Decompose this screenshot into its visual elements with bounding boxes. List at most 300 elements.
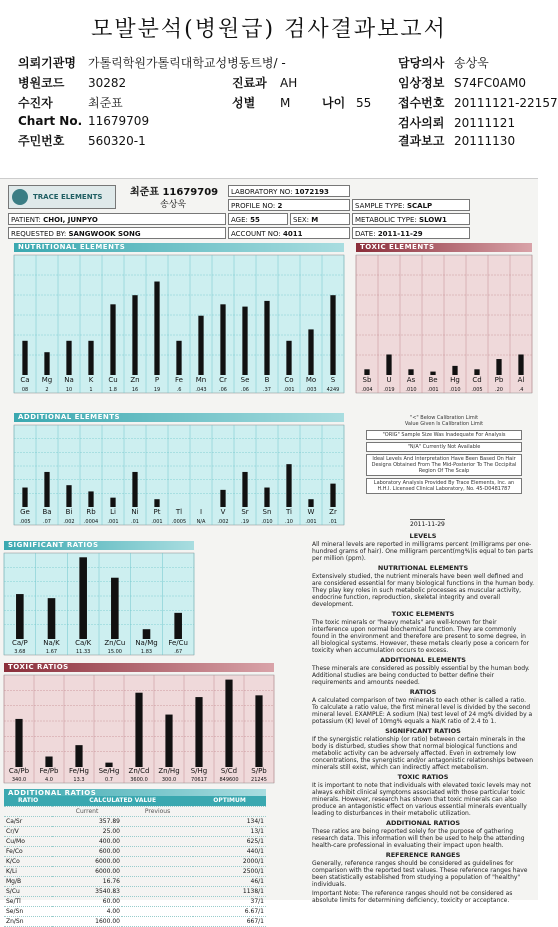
sex-label-en: SEX: [293,216,310,224]
table-cell: 440/1 [193,846,266,856]
chart-category-label: Ca [20,376,30,384]
additional-ratios-title: ADDITIONAL RATIOS [4,789,266,798]
chart-bar-Pt [154,499,159,507]
institution-row [18,54,286,71]
chart-bar-Zr [330,484,335,507]
chart-bar-Be [430,372,435,375]
chart-category-label: Al [517,376,525,384]
chart-value-label: 4249 [326,387,340,393]
chart-category-label: Se/Hg [98,767,120,775]
chart-bar-Al [518,354,523,375]
table-cell: 25.00 [52,826,122,836]
receipt-label: 접수번호 [398,96,445,110]
table-cell [122,826,193,836]
clinical-row [398,74,526,91]
legend-box4: Laboratory Analysis Provided By Trace Elements, Inc. an H.H.I. Licensed Clinical Laboratory, No. 45-D0481787 [366,478,522,494]
age-value-en: 55 [250,216,260,224]
chart-category-label: B [264,376,270,384]
chart-value-label: 15.00 [107,649,122,655]
explanation-text: If the synergistic relationship (or ratio) between certain minerals in the body is disturbed, studies show that normal biological functions and metabolic activity can be adversely affected. Even in extremely low concentrations, the synergistic and/or antagonistic relationships between minerals still exist, which can indirectly affect metabolism. [312,736,534,771]
chart-category-label: Na/Mg [135,639,158,647]
chart-bar-Zn/Cu [111,578,119,639]
chart-value-label: .043 [195,387,207,393]
chart-value-label: 10 [65,387,73,393]
table-row [4,876,266,886]
chart-value-label: 300.0 [161,777,177,783]
table-cell: 667/1 [193,916,266,926]
table-cell [122,916,193,926]
stamp-line2: 송상욱 [160,200,187,210]
table-row [4,916,266,926]
doctor-value: 송상욱 [454,56,489,70]
chart-bar-S/Pb [255,695,262,767]
chart-category-label: Ge [20,508,30,516]
chart-bar-Ca/P [16,594,24,639]
table-cell: 13/1 [193,826,266,836]
chart-category-label: Na [64,376,74,384]
metabolic-label: METABOLIC TYPE: [355,216,417,224]
page-title: 모발분석(병원급) 검사결과보고서 [91,17,447,42]
table-cell: Mg/B [4,876,52,886]
legend-box2: "N/A" Currently Not Available [366,442,522,452]
chart-value-label: .001 [283,387,295,393]
chart-value-label: .4 [518,387,524,393]
chart-value-label: .37 [263,387,271,393]
age-label: 나이 [322,96,346,110]
table-cell: Fe/Co [4,846,52,856]
table-row [4,906,266,916]
chart-value-label: 1.8 [109,387,117,393]
table-cell: 134/1 [193,816,266,826]
hospital-code-label: 병원코드 [18,76,65,90]
profile-label: PROFILE NO: [231,202,276,210]
table-subheader-cell: Current [52,806,122,816]
chart-category-label: Ti [285,508,293,516]
chart-category-label: Sn [262,508,272,516]
chart-value-label: .6 [176,387,182,393]
metabolic-value: SLOW1 [419,216,447,224]
table-row [4,846,266,856]
chart-value-label: 2 [45,387,49,393]
chart-category-label: Zn/Cu [104,639,126,647]
explanation-text: Generally, reference ranges should be considered as guidelines for comparison with the reported test values. These reference ranges have been statistically established from studying a population of "healthy" individuals. [312,860,528,888]
chart-bar-Fe/Cu [174,613,182,639]
table-cell: Zn/Sn [4,916,52,926]
table-cell: 16.76 [52,876,122,886]
lab-no-label: LABORATORY NO: [231,188,293,196]
chart-category-label: Na/K [43,639,60,647]
table-cell: 37/1 [193,896,266,906]
chart-category-label: Fe/Hg [68,767,90,775]
chart-bar-Ba [44,472,49,507]
hospital-code-row [18,74,126,91]
explanation-heading: TOXIC ELEMENTS [391,610,455,618]
table-cell: 400.00 [52,836,122,846]
table-cell [122,856,193,866]
result-value: 20111130 [454,134,516,148]
age-value: 55 [356,96,372,110]
chart-bar-Ni [132,472,137,507]
legend-box1: "ORIG" Sample Size Was Inadequate For Analysis [366,430,522,440]
legend-line2: Value Given Is Calibration Limit [404,421,484,427]
result-row [398,132,515,149]
chart-bar-Rb [88,491,93,507]
dept-value: AH [280,76,298,90]
chart-bar-Co [286,341,291,375]
chart-category-label: U [386,376,392,384]
date-value: 2011-11-29 [377,230,423,238]
sex-row [232,94,290,111]
chart-value-label: 0.7 [105,777,113,783]
toxic-title: TOXIC ELEMENTS [356,243,532,252]
chart-bar-S [330,295,335,375]
receipt-value: 20111121-22157 [454,96,558,110]
explanation-heading: SIGNIFICANT RATIOS [385,727,461,735]
table-subheader-cell: Previous [122,806,193,816]
table-cell: 6.67/1 [193,906,266,916]
chart-category-label: Mo [305,376,317,384]
chart-category-label: W [307,508,315,516]
explanation-heading: REFERENCE RANGES [385,851,461,859]
chart-category-label: Tl [175,508,183,516]
chart-bar-U [386,354,391,375]
table-cell: K/Li [4,866,52,876]
chart-bar-Hg [452,366,457,375]
chart-category-label: Zn/Cd [128,767,150,775]
chart-value-label: N/A [196,519,206,525]
table-cell: Ca/Sr [4,816,52,826]
additional-ratios-table [4,796,266,927]
chart-value-label: .010 [449,387,461,393]
chart-bar-Na [66,341,71,375]
account-label: ACCOUNT NO: [231,230,281,238]
chart-value-label: 13.3 [73,777,85,783]
explanation-text: A calculated comparison of two minerals to each other is called a ratio. To calculate a ratio value, the first mineral level is divided by the second mineral level. EXAMPLE: A sodium (Na) test level of 24 mg% divided by a potassium (K) level of 10mg% equals a Na/K ratio of 2.4 to 1. [312,697,533,725]
additional-title: ADDITIONAL ELEMENTS [14,413,344,422]
explanation-heading: RATIOS [409,688,437,696]
explanation-text: These ratios are being reported solely for the purpose of gathering research data. This information will then be used to help the attending health-care professional in evaluating their impact upon health. [312,828,525,849]
stamp-line1: 최준표 11679709 [130,187,219,198]
dept-row [232,74,297,91]
chart-value-label: .003 [305,387,317,393]
table-cell [122,846,193,856]
nutritional-title: NUTRITIONAL ELEMENTS [14,243,344,252]
chart-category-label: Ni [131,508,139,516]
age-label-en: AGE: [231,216,248,224]
chart-category-label: Ca/Pb [8,767,30,775]
chart-row [18,114,149,128]
chart-category-label: Hg [450,376,460,384]
chart-category-label: Mn [195,376,207,384]
logo-text: TRACE ELEMENTS [33,193,103,201]
chart-bar-Sr [242,472,247,507]
chart-value-label: .005 [471,387,483,393]
table-row [4,816,266,826]
chart-bar-Ge [22,488,27,507]
table-cell: 600.00 [52,846,122,856]
chart-value-label: .19 [241,519,249,525]
rrn-value: 560320-1 [88,134,146,148]
chart-category-label: Mg [41,376,53,384]
chart-value-label: 16 [131,387,139,393]
legend-line1: "<" Below Calibration Limit [409,415,479,421]
lab-no-value: 1072193 [294,188,329,196]
chart-bar-Fe/Hg [75,745,82,767]
chart-value-label: 21245 [251,777,267,783]
chart-category-label: Be [428,376,438,384]
table-header-cell: RATIO [4,796,52,806]
chart-bar-V [220,490,225,507]
explanation-heading: ADDITIONAL RATIOS [385,819,461,827]
chart-bar-Sb [364,369,369,375]
chart-value-label: .002 [63,519,75,525]
table-cell [122,896,193,906]
table-subheader-cell [4,806,52,816]
chart-category-label: Ba [42,508,52,516]
chart-category-label: S [330,376,336,384]
chart-category-label: Sr [241,508,249,516]
explanation-heading: ADDITIONAL ELEMENTS [380,656,466,664]
chart-bar-Li [110,498,115,507]
chart-category-label: I [199,508,203,516]
explanation-heading: NUTRITIONAL ELEMENTS [377,564,469,572]
rrn-label: 주민번호 [18,134,65,148]
request-value: 20111121 [454,116,516,130]
table-cell [122,816,193,826]
chart-bar-Se [242,307,247,375]
patient-row [18,94,123,111]
chart-value-label: .01 [131,519,139,525]
chart-category-label: Fe/Cu [168,639,188,647]
request-label: 검사의뢰 [398,116,445,130]
chart-category-label: S/Pb [251,767,267,775]
receipt-row [398,94,558,111]
chart-bar-B [264,301,269,375]
chart-bar-Ca [22,341,27,375]
chart-category-label: Li [110,508,116,516]
explanation-text: Important Note: The reference ranges should not be considered as absolute limits for determining deficiency, toxicity or acceptance. [312,890,513,904]
clinical-label: 임상정보 [398,76,445,90]
chart-value-label: .20 [495,387,503,393]
chart-value-label: 340.0 [11,777,27,783]
table-cell: 3540.83 [52,886,122,896]
chart-bar-Cd [474,369,479,375]
chart-value-label: 3600.0 [130,777,148,783]
table-header-cell: CALCULATED VALUE [52,796,193,806]
explanation-text: These minerals are considered as possibly essential by the human body. Additional studies are being conducted to better define their requirements and amounts needed. [312,665,530,686]
chart-value-label: .67 [174,649,183,655]
hospital-code-value: 30282 [88,76,127,90]
chart-bar-Na/Mg [143,629,151,639]
table-cell: 60.00 [52,896,122,906]
sex-value-en: M [311,216,319,224]
chart-bar-Sn [264,488,269,507]
chart-category-label: Cu [108,376,118,384]
chart-value-label: .019 [383,387,395,393]
patient-value-en: CHOI, JUNPYO [43,216,98,224]
chart-value-label: 1.67 [45,649,58,655]
chart-bar-Bi [66,485,71,507]
chart-value-label: 70617 [191,777,207,783]
table-row [4,836,266,846]
legend-box3: Ideal Levels And Interpretation Have Been Based On Hair Designs Obtained From The Mid-Posterior To The Occipital Region Of The Scalp [366,454,522,476]
doctor-label: 담당의사 [398,56,445,70]
explanation-text: All mineral levels are reported in milligrams percent (milligrams per one-hundred grams of hair). One milligram percent(mg%)is equal to ten parts per million (ppm). [312,541,533,562]
chart-value-label: .06 [241,387,249,393]
sex-label: 성별 [232,96,256,110]
rrn-row [18,132,146,149]
chart-bar-Zn/Cd [135,693,142,767]
chart-value-label: .001 [427,387,439,393]
table-subheader-cell [193,806,266,816]
chart-value-label: .07 [43,519,51,525]
table-cell: 1138/1 [193,886,266,896]
chart-label: Chart No. [18,114,83,128]
sample-label: SAMPLE TYPE: [355,202,405,210]
chart-category-label: V [220,508,226,516]
doctor-row [398,54,489,71]
chart-category-label: Pb [494,376,504,384]
table-cell: Cu/Mo [4,836,52,846]
chart-bar-Pb [496,359,501,375]
chart-category-label: Zn [130,376,140,384]
chart-value-label: .10 [285,519,293,525]
chart-value-label: 4.0 [45,777,53,783]
table-header-cell: OPTIMUM [193,796,266,806]
signature-date: 2011-11-29 [410,521,445,528]
table-row [4,826,266,836]
requested-label: REQUESTED BY: [11,230,67,238]
table-cell: 1600.00 [52,916,122,926]
table-cell: 6000.00 [52,856,122,866]
chart-value-label: .0005 [171,519,187,525]
table-row [4,856,266,866]
institution-label: 의뢰기관명 [18,56,76,70]
patient-label-en: PATIENT: [11,216,41,224]
institution-value: 가톨릭학원가톨릭대학교성병동트병/ - [88,56,286,70]
table-row [4,886,266,896]
table-subheader-row [4,806,266,816]
table-cell [122,836,193,846]
chart-value-label: 1.83 [140,649,153,655]
chart-value-label: 1 [89,387,93,393]
table-cell: 357.89 [52,816,122,826]
clinical-value: S74FC0AM0 [454,76,526,90]
chart-bar-W [308,499,313,507]
chart-value-label: .004 [361,387,373,393]
chart-category-label: As [406,376,416,384]
table-cell: 46/1 [193,876,266,886]
table-cell: 625/1 [193,836,266,846]
patient-value: 최준표 [88,96,123,110]
patient-label: 수진자 [18,96,53,110]
chart-value-label: .001 [151,519,163,525]
date-label: DATE: [355,230,376,238]
chart-value-label: 849600 [219,777,239,783]
significant-title: SIGNIFICANT RATIOS [4,541,194,550]
chart-bar-Cu [110,304,115,375]
chart-bar-Mn [198,316,203,375]
chart-bar-Ca/K [79,557,87,639]
chart-category-label: Bi [65,508,73,516]
chart-value-label: 11.33 [76,649,91,655]
table-cell: 6000.00 [52,866,122,876]
table-header-row [4,796,266,806]
chart-category-label: S/Hg [190,767,208,775]
explanation-heading: LEVELS [409,532,437,540]
table-cell: 2500/1 [193,866,266,876]
chart-category-label: Se [240,376,250,384]
chart-category-label: Pt [153,508,161,516]
chart-value-label: 19 [153,387,161,393]
chart-bar-P [154,282,159,375]
chart-bar-Cr [220,304,225,375]
explanation-text: It is important to note that individuals with elevated toxic levels may not always exhibit clinical symptoms associated with those particular toxic minerals. However, research has shown that toxic minerals can also produce an antagonistic effect on various essential minerals eventually leading to disturbances in their metabolic utilization. [312,782,531,817]
table-cell: 2000/1 [193,856,266,866]
chart-category-label: Zr [329,508,337,516]
explanation-heading: TOXIC RATIOS [397,773,449,781]
chart-value-label: .010 [405,387,417,393]
table-cell [122,866,193,876]
chart-category-label: Sb [362,376,372,384]
chart-bar-Fe/Pb [45,757,52,767]
chart-bar-Mg [44,352,49,375]
chart-bar-S/Cd [225,680,232,767]
chart-bar-Ti [286,464,291,507]
table-cell: Se/Tl [4,896,52,906]
table-cell: Se/Sn [4,906,52,916]
table-cell [122,886,193,896]
explanation-text: Extensively studied, the nutrient minerals have been well defined and are considered essential for many biological functions in the human body. They play key roles in such metabolic processes as muscular activity, endocrine function, reproduction, skeletal integrity and overall development. [312,573,534,608]
chart-category-label: Cd [472,376,482,384]
chart-bar-As [408,369,413,375]
table-cell: K/Co [4,856,52,866]
age-row [322,94,371,111]
chart-category-label: Zn/Hg [158,767,180,775]
sex-value: M [280,96,291,110]
chart-category-label: Fe [175,376,183,384]
chart-category-label: S/Cd [220,767,238,775]
result-label: 결과보고 [398,134,445,148]
sample-value: SCALP [406,202,433,210]
chart-category-label: Ca/P [11,639,28,647]
explanation-text: The toxic minerals or "heavy metals" are well-known for their interference upon normal biochemical function. They are commonly found in the environment and therefore are present to some degree, in all biological systems. However, these metals clearly pose a concern for toxicity when accumulation occurs to excess. [312,619,529,654]
request-row [398,114,515,131]
table-row [4,896,266,906]
profile-value: 2 [277,202,283,210]
chart-category-label: Rb [86,508,96,516]
chart-value-label: 3.68 [14,649,26,655]
chart-value-label: .002 [217,519,229,525]
requested-value: SANGWOOK SONG [68,230,141,238]
explanations-panel [312,530,534,904]
chart-bar-Na/K [48,598,56,639]
chart-category-label: Fe/Pb [39,767,59,775]
chart-value-label: .005 [19,519,31,525]
chart-value-label: 08 [21,387,29,393]
chart-bar-K [88,341,93,375]
table-row [4,866,266,876]
chart-bar-Zn [132,295,137,375]
chart-bar-Fe [176,341,181,375]
chart-category-label: K [88,376,94,384]
table-cell: S/Cu [4,886,52,896]
chart-value-label: .06 [219,387,227,393]
chart-value-label: .001 [305,519,317,525]
table-cell [122,906,193,916]
legend [356,415,532,496]
chart-category-label: Cr [219,376,227,384]
